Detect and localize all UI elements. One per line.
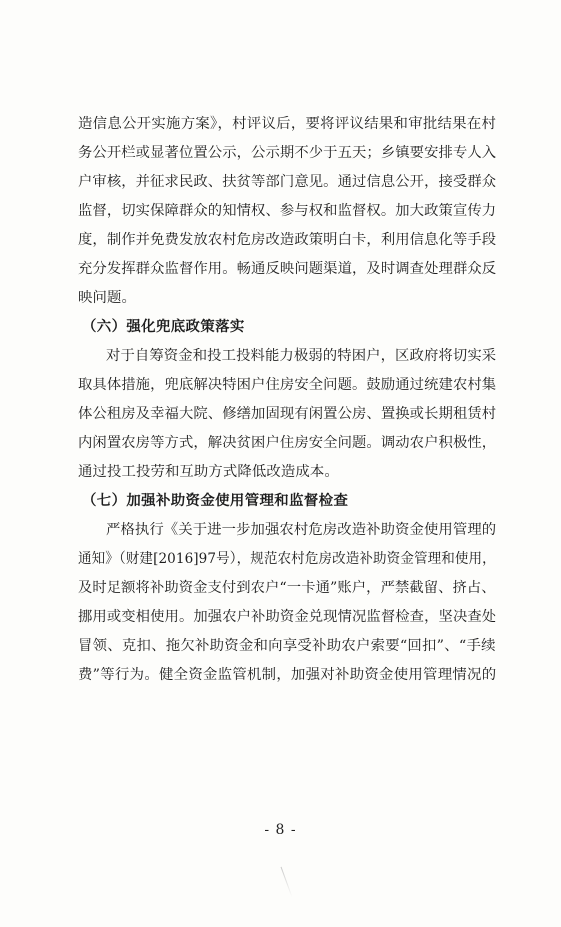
- paragraph-line: 挪用或变相使用。加强农户补助资金兑现情况监督检查，坚决查处: [78, 609, 497, 625]
- paragraph-line: 务公开栏或显著位置公示，公示期不少于五天；乡镇要安排专人入: [78, 145, 497, 161]
- paragraph-line: 造信息公开实施方案》，村评议后，要将评议结果和审批结果在村: [78, 116, 497, 132]
- paragraph-line: 内闲置农房等方式，解决贫困户住房安全问题。调动农户积极性，: [78, 435, 497, 451]
- paragraph-line: 度，制作并免费发放农村危房改造政策明白卡，利用信息化等手段: [78, 232, 497, 248]
- scan-artifact-mark: [281, 867, 293, 897]
- paragraph-line: 对于自筹资金和投工投料能力极弱的特困户，区政府将切实采: [106, 348, 497, 364]
- paragraph-line: 充分发挥群众监督作用。畅通反映问题渠道，及时调查处理群众反: [78, 261, 497, 277]
- paragraph-line: 通知》（财建[2016]97号），规范农村危房改造补助资金管理和使用，: [78, 551, 496, 567]
- paragraph-line: 费”等行为。健全资金监管机制，加强对补助资金使用管理情况的: [78, 667, 497, 683]
- section-heading: （七）加强补助资金使用管理和监督检查: [82, 492, 349, 509]
- paragraph-line: 冒领、克扣、拖欠补助资金和向享受补助农户索要“回扣”、“手续: [78, 638, 496, 654]
- paragraph-line: 体公租房及幸福大院、修缮加固现有闲置公房、置换或长期租赁村: [78, 406, 497, 422]
- section-heading: （六）强化兜底政策落实: [82, 318, 245, 335]
- paragraph-line: 取具体措施，兜底解决特困户住房安全问题。鼓励通过统建农村集: [78, 377, 497, 393]
- paragraph-line: 及时足额将补助资金支付到农户“一卡通”账户，严禁截留、挤占、: [78, 580, 496, 596]
- page-number: - 8 -: [264, 822, 297, 838]
- paragraph-line: 户审核，并征求民政、扶贫等部门意见。通过信息公开，接受群众: [78, 174, 497, 190]
- paragraph-line: 映问题。: [78, 290, 136, 306]
- paragraph-line: 通过投工投劳和互助方式降低改造成本。: [78, 464, 339, 480]
- paragraph-line: 监督，切实保障群众的知情权、参与权和监督权。加大政策宣传力: [78, 203, 497, 219]
- paragraph-line: 严格执行《关于进一步加强农村危房改造补助资金使用管理的: [106, 522, 497, 538]
